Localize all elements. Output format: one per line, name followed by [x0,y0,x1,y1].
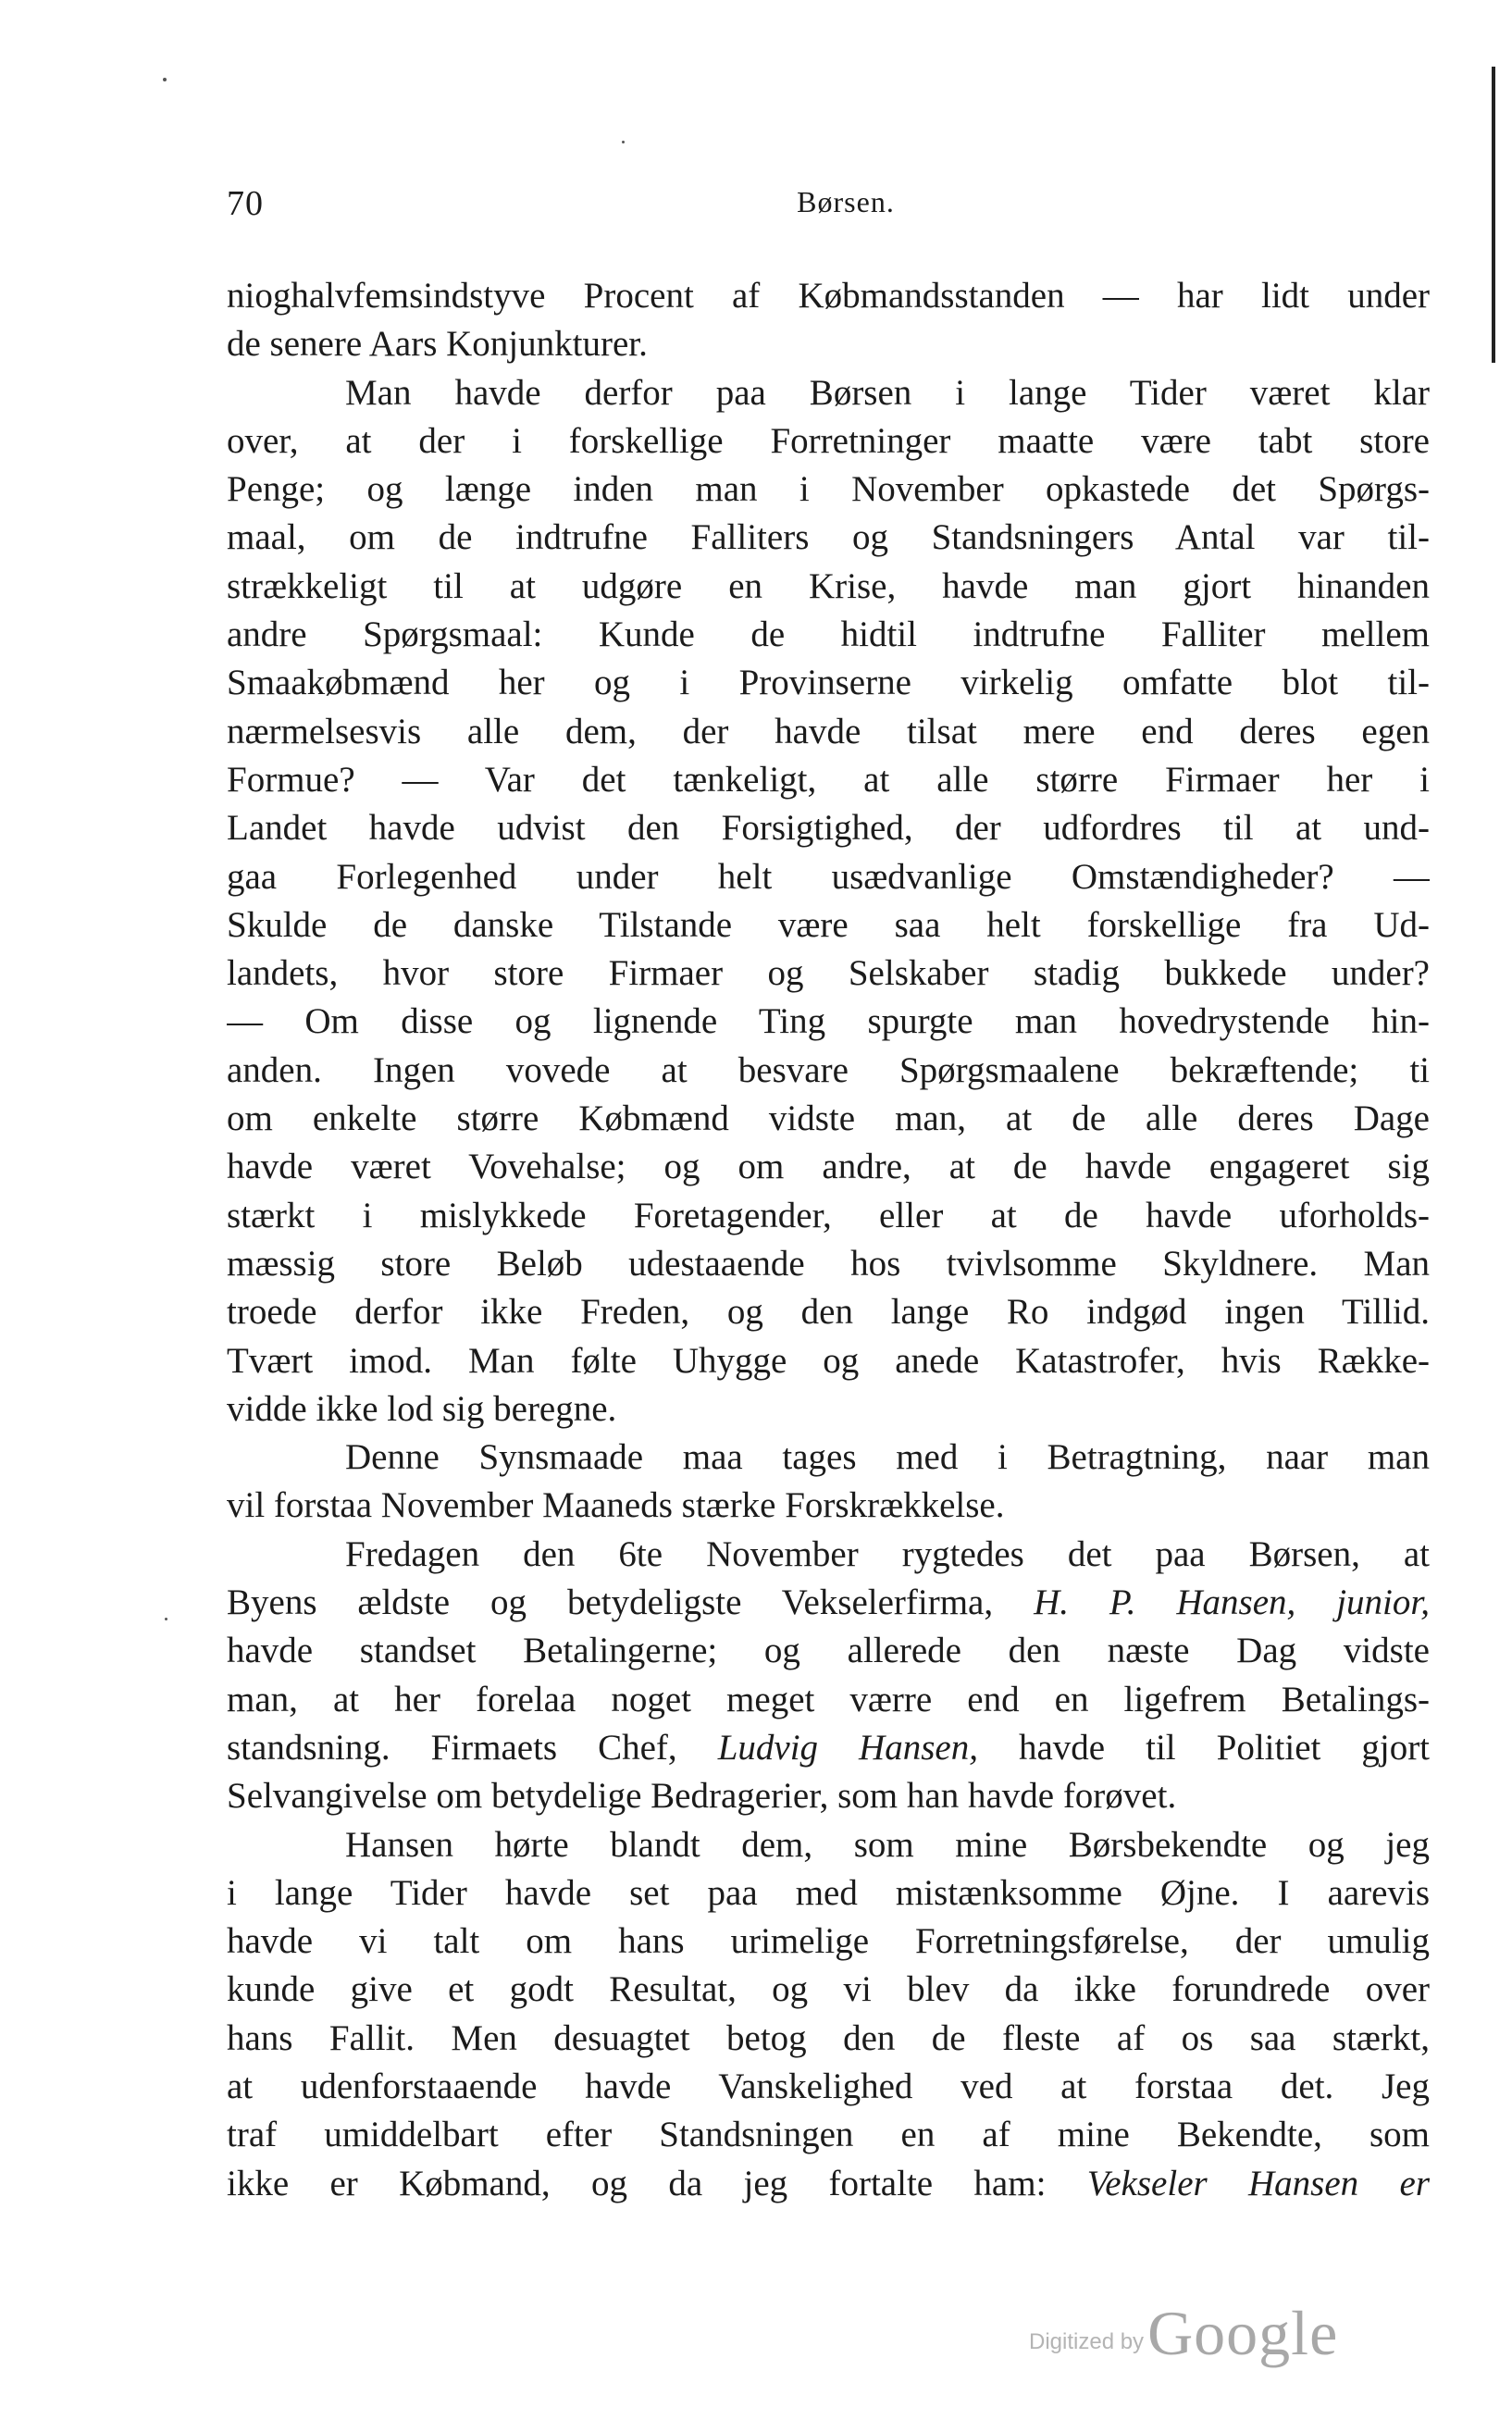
text-line: gaa Forlegenhed under helt usædvanlige Omstændigheder? — [227,856,1430,897]
text-line: strækkeligt til at udgøre en Krise, havde man gjort hinanden [227,565,1430,606]
text-line: Selvangivelse om betydelige Bedragerier, som han havde forøvet. [227,1776,1177,1817]
scan-speck [163,78,167,81]
text-line: troede derfor ikke Freden, og den lange Ro indgød ingen Tillid. [227,1292,1430,1333]
text-line: Fredagen den 6te November rygtedes det paa Børsen, at [345,1533,1430,1574]
digitized-label: Digitized by [1029,2329,1145,2354]
text-line: over, at der i forskellige Forretninger maatte være tabt store [227,420,1430,461]
page-header [227,183,1428,239]
text-segment: Byens ældste og betydeligste Vekselerfirma, [227,1582,994,1623]
text-line: at udenforstaaende havde Vanskelighed ved at forstaa det. Jeg [227,2066,1430,2106]
text-line: vidde ikke lod sig beregne. [227,1388,617,1429]
text-line: havde været Vovehalse; og om andre, at de havde engageret sig [227,1147,1430,1187]
text-line: man, at her forelaa noget meget værre end en ligefrem Betalings- [227,1679,1430,1719]
text-line: Smaakøbmænd her og i Provinserne virkelig omfatte blot til- [227,663,1430,703]
text-segment: havde til Politiet gjort [1019,1727,1430,1768]
text-line: Landet havde udvist den Forsigtighed, der udfordres til at und- [227,808,1430,849]
text-line: — Om disse og lignende Ting spurgte man hovedrystende hin- [227,1001,1430,1042]
digitized-by-watermark [1029,2297,1338,2370]
firm-name: H. P. Hansen, junior, [1034,1582,1430,1623]
text-line: Man havde derfor paa Børsen i lange Tider været klar [345,372,1430,413]
scan-speck [622,141,625,143]
text-line [227,1724,1430,1772]
text-line: kunde give et godt Resultat, og vi blev da ikke forundrede over [227,1969,1430,2010]
page-number: 70 [227,184,264,223]
text-segment: standsning. Firmaets Chef, [227,1727,677,1768]
text-line: andre Spørgsmaal: Kunde de hidtil indtrufne Falliter mellem [227,614,1430,655]
text-line: hans Fallit. Men desuagtet betog den de fleste af os saa stærkt, [227,2017,1430,2058]
text-line: Tvært imod. Man følte Uhygge og anede Katastrofer, hvis Række- [227,1340,1430,1381]
text-line [227,2160,1430,2208]
text-line: maal, om de indtrufne Falliters og Standsningers Antal var til- [227,517,1430,558]
text-line: Denne Synsmaade maa tages med i Betragtning, naar man [345,1437,1430,1478]
running-head: Børsen. [797,185,895,218]
text-line: i lange Tider havde set paa med mistænksomme Øjne. I aarevis [227,1872,1430,1913]
text-line: vil forstaa November Maaneds stærke Forskrækkelse. [227,1485,1005,1526]
text-line: de senere Aars Konjunkturer. [227,324,648,365]
quoted-phrase: Vekseler Hansen er [1086,2163,1430,2203]
body-text [227,272,1430,2208]
text-line: stærkt i mislykkede Foretagender, eller at de havde uforholds- [227,1195,1430,1235]
person-name: Ludvig Hansen, [717,1727,978,1768]
scan-speck [165,1618,167,1620]
text-line: nærmelsesvis alle dem, der havde tilsat mere end deres egen [227,711,1430,751]
text-line: Skulde de danske Tilstande være saa helt forskellige fra Ud- [227,904,1430,945]
text-line: havde vi talt om hans urimelige Forretningsførelse, der umulig [227,1921,1430,1962]
text-line: traf umiddelbart efter Standsningen en af mine Bekendte, som [227,2115,1430,2155]
text-line: nioghalvfemsindstyve Procent af Købmandsstanden — har lidt under [227,276,1430,316]
text-line: havde standset Betalingerne; og allerede den næste Dag vidste [227,1631,1430,1671]
google-logo: Google [1147,2298,1339,2368]
text-line: mæssig store Beløb udestaaende hos tvivlsomme Skyldnere. Man [227,1243,1430,1284]
text-line: Penge; og længe inden man i November opkastede det Spørgs- [227,469,1430,510]
text-line: om enkelte større Købmænd vidste man, at de alle deres Dage [227,1098,1430,1139]
text-line: anden. Ingen vovede at besvare Spørgsmaalene bekræftende; ti [227,1049,1430,1090]
text-segment: ikke er Købmand, og da jeg fortalte ham: [227,2163,1047,2203]
text-line [227,1579,1430,1627]
text-line: landets, hvor store Firmaer og Selskaber stadig bukkede under? [227,953,1430,994]
text-line: Formue? — Var det tænkeligt, at alle større Firmaer her i [227,759,1430,800]
scan-edge-line [1492,67,1495,363]
text-line: Hansen hørte blandt dem, som mine Børsbekendte og jeg [345,1824,1430,1865]
